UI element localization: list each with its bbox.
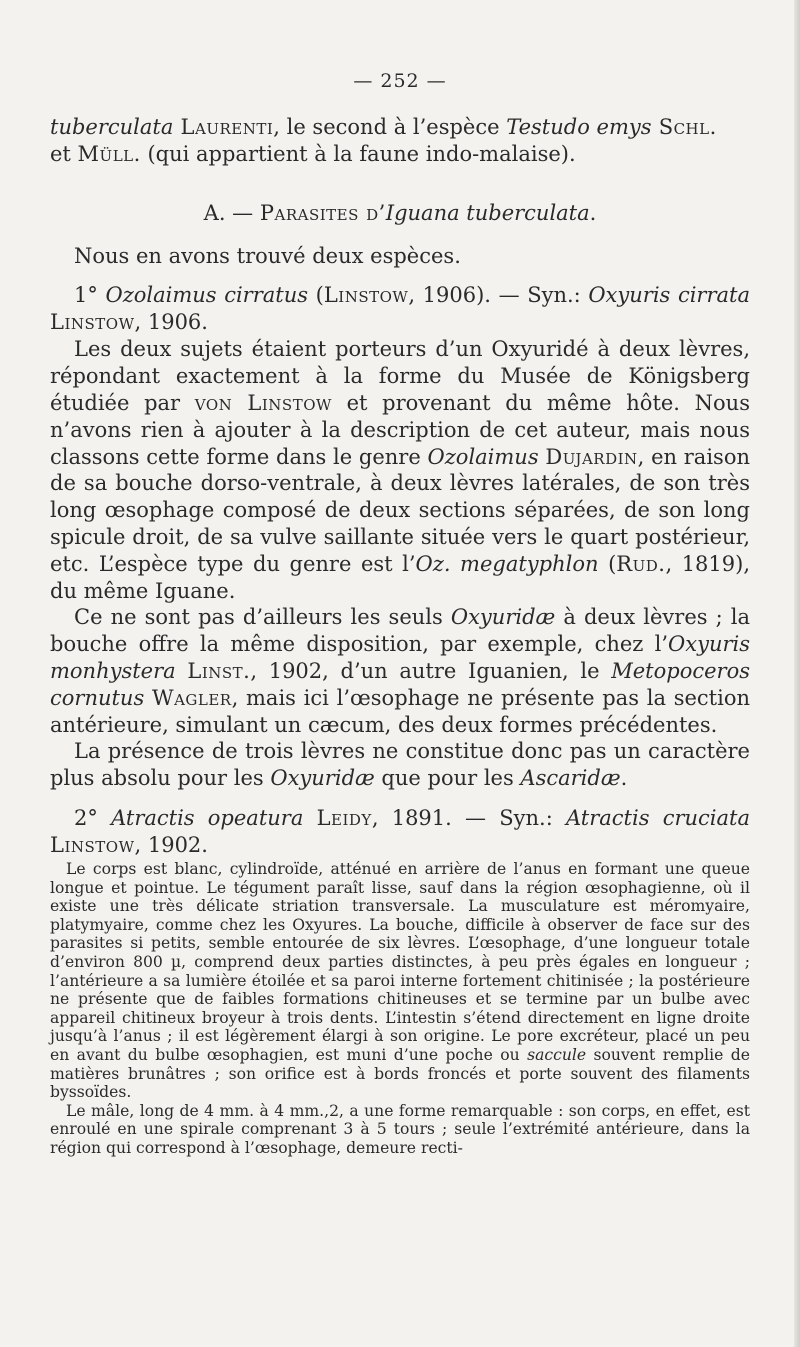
cene-species-oxyuris: Oxyuris monhystera	[50, 632, 750, 683]
species-1-number: 1°	[74, 282, 106, 307]
cene-author-wagler: Wagler	[151, 685, 232, 710]
presence-family-oxyuridae: Oxyuridæ	[270, 766, 375, 791]
presence-text-2: que pour les	[374, 766, 521, 791]
presence-text-1: La présence de trois lèvres ne constitue donc pas un caractère plus absolu pour les	[50, 739, 750, 791]
species-2-synonym-author: Linstow	[50, 832, 135, 857]
presence-dot: .	[620, 766, 628, 791]
section-prefix: A. —	[203, 201, 260, 225]
lesdeux-text-1: Les deux sujets étaient porteurs d’un Oxyuridé à deux lèvres, répondant exactement à la forme du Musée de Königsberg étudiée par	[50, 337, 750, 415]
lesdeux-type-species: Oz. megatyphlon	[415, 551, 599, 576]
section-heading	[0, 200, 800, 226]
cene-text-2: à deux lèvres ; la bouche offre la même disposition, par exemple, chez l’	[50, 605, 751, 657]
lesdeux-genus: Ozolaimus	[427, 444, 539, 469]
cene-species-metopoceros: Metopoceros cornutus	[50, 658, 750, 710]
intro-author-mull: Müll.	[77, 141, 141, 166]
species-2-synonym: Atractis cruciata	[566, 805, 750, 830]
cene-text-4: , mais ici l’œsophage ne présente pas la section antérieure, simulant un cæcum, des deux formes précédentes.	[50, 685, 750, 737]
paragraph-ce-ne-sont	[50, 604, 750, 738]
paragraph-les-deux	[50, 336, 750, 604]
section-host: Iguana tuberculata	[385, 201, 590, 225]
intro-text-end: (qui appartient à la faune indo-malaise).	[140, 141, 576, 166]
cene-author-linst: Linst.	[187, 658, 251, 683]
species-2-name: Atractis opeatura	[111, 805, 304, 830]
cene-space	[176, 659, 188, 683]
species-1-name: Ozolaimus cirratus	[105, 282, 309, 307]
species-2-space	[303, 806, 316, 830]
intro-text-et: et	[50, 141, 78, 166]
description-paragraph-2: Le mâle, long de 4 mm. à 4 mm.,2, a une forme remarquable : son corps, en effet, est enroulé en une spirale comprenant 3 à 5 tours ; seule l’extrémité antérieure, dans la région qui correspond à l’œsophage, demeure recti-	[50, 1101, 750, 1157]
intro-paragraph	[50, 114, 750, 168]
lesdeux-author-linstow: von Linstow	[194, 390, 332, 415]
cene-text-1: Ce ne sont pas d’ailleurs les seuls	[74, 605, 451, 630]
lesdeux-text-4: , 1819), du même Iguane.	[50, 551, 750, 603]
cene-space-2	[144, 686, 152, 710]
species-2-synonym-year: , 1902.	[134, 832, 208, 857]
intro-text: , le second à l’espèce	[273, 115, 507, 139]
paragraph-found: Nous en avons trouvé deux espèces.	[74, 244, 461, 268]
description-saccule: saccule	[527, 1045, 587, 1064]
page-number: — 252 —	[353, 70, 447, 92]
section-parasites: Parasites	[259, 201, 359, 225]
species-1-synonym-author: Linstow	[50, 309, 135, 334]
species-1-synonym-year: , 1906.	[134, 309, 208, 334]
lesdeux-text-2: et provenant du même hôte. Nous n’avons rien à ajouter à la description de cet auteur, mais nous classons cette forme dans le genre	[50, 390, 750, 469]
description-text-1: Le corps est blanc, cylindroïde, atténué en arrière de l’anus en formant une queue longue et pointue. Le tégument paraît lisse, sauf dans la région œsophagienne, où il existe une très délicate striation transversale. La musculature est méromyaire, platymyaire, comme chez les Oxyures. La bouche, difficile à observer de face sur des parasites si petits, semble entourée de six lèvres. L’œsophage, d’une longueur totale d’environ 800 µ, comprend deux parties distinctes, à peu près égales en longueur ; l’antérieure a sa lumière étoilée et sa paroi interne fortement chitinisée ; la postérieure ne présente que de faibles formations chitineuses et se termine par un bulbe avec appareil chitineux broyeur à trois dents. L’intestin s’étend directement en ligne droite jusqu’à l’anus ; il est légèrement élargi à son origine. Le pore excréteur, placé un peu en avant du bulbe œsophagien, est muni d’une poche ou	[50, 860, 750, 1064]
cene-text-3: , 1902, d’un autre Iguanien, le	[250, 658, 612, 683]
cene-family: Oxyuridæ	[450, 605, 556, 630]
presence-family-ascaridae: Ascaridæ	[520, 766, 621, 791]
description-text-2: souvent remplie de matières brunâtres ; son orifice est à bords froncés et porte souvent des filaments byssoïdes.	[50, 1045, 750, 1102]
intro-species-testudo: Testudo emys	[506, 115, 652, 139]
lesdeux-author-rud: Rud.	[616, 551, 666, 576]
description-small-print	[50, 860, 750, 1158]
lesdeux-paren: (	[598, 551, 617, 576]
intro-author-laurenti: Laurenti	[173, 115, 274, 139]
species-1-synonym: Oxyuris cirrata	[588, 282, 750, 307]
paragraph-la-presence	[50, 738, 750, 792]
intro-author-schl: Schl.	[651, 115, 717, 139]
species-2-year: , 1891. — Syn.:	[371, 805, 566, 830]
lesdeux-text-3: , en raison de sa bouche dorso-ventrale, à deux lèvres latérales, de son très long œsophage composé de deux sections séparées, de son long spicule droit, de sa vulve saillante située vers le quart postérieur, etc. L’espèce type du genre est l’	[50, 444, 750, 576]
section-dot: .	[589, 201, 597, 225]
section-of: d’	[358, 201, 386, 225]
intro-genus: tuberculata	[50, 115, 174, 139]
species-1-heading	[50, 282, 750, 336]
lesdeux-author-dujardin: Dujardin	[545, 444, 638, 469]
species-1-open: (	[308, 282, 324, 307]
species-2-author: Leidy	[316, 805, 372, 830]
description-paragraph-1	[50, 860, 750, 1102]
species-1-author: Linstow	[323, 282, 409, 307]
species-1-year: , 1906). — Syn.:	[408, 282, 589, 307]
species-2-number: 2°	[74, 805, 112, 830]
species-2-heading	[50, 805, 750, 859]
main-text	[50, 243, 750, 859]
